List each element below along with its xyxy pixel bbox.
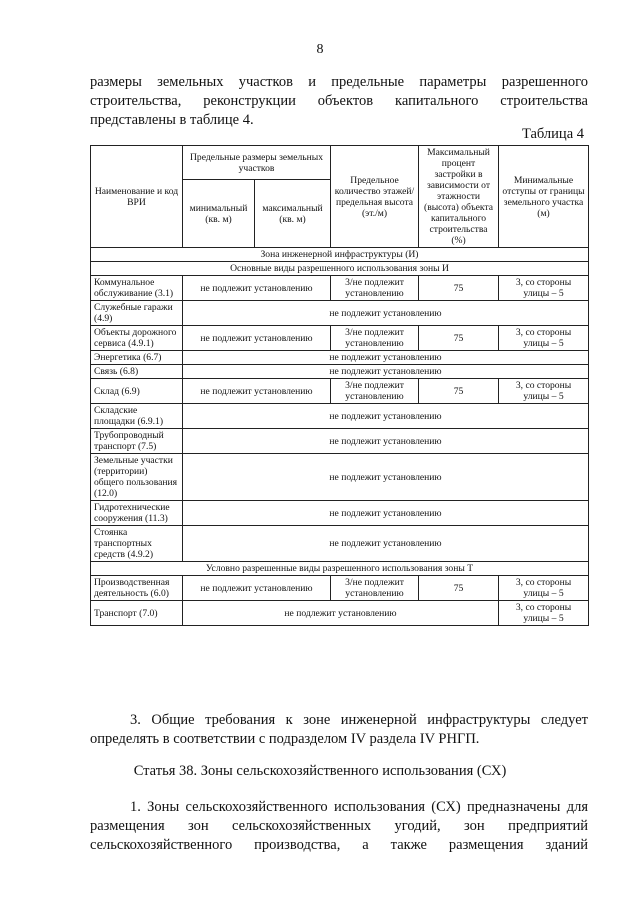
- header-percent: Максимальный процент застройки в зависимости от этажности (высота) объекта капитального строительства (%): [419, 146, 499, 248]
- row-setback-value: 3, со стороны улицы – 5: [499, 276, 589, 301]
- intro-line-3: представлены в таблице 4.: [90, 112, 254, 128]
- row-merged-value: не подлежит установлению: [183, 351, 589, 365]
- table-row: [91, 601, 589, 626]
- table-row: [91, 429, 589, 454]
- intro-line-2: строительства, реконструкции объектов капитального строительства: [90, 93, 588, 109]
- row-setback-value: 3, со стороны улицы – 5: [499, 576, 589, 601]
- table-row: [91, 379, 589, 404]
- table-row: [91, 404, 589, 429]
- row-name: Служебные гаражи (4.9): [91, 301, 183, 326]
- paragraph-4: 1. Зоны сельскохозяйственного использования (СХ) предназначены для размещения зон сельскохозяйственных угодий, зон предприятий сельскохозяйственного производства, а также размещения зданий: [90, 799, 588, 853]
- header-max: максимальный (кв. м): [255, 180, 331, 248]
- row-name: Стоянка транспортных средств (4.9.2): [91, 526, 183, 562]
- row-name: Объекты дорожного сервиса (4.9.1): [91, 326, 183, 351]
- row-merged-value: не подлежит установлению: [183, 404, 589, 429]
- article-title: Статья 38. Зоны сельскохозяйственного использования (СХ): [133, 763, 507, 779]
- main-section-title: Основные виды разрешенного использования зоны И: [91, 262, 589, 276]
- table-row: [91, 351, 589, 365]
- row-size-value: не подлежит установлению: [183, 276, 331, 301]
- table-row: [91, 576, 589, 601]
- row-size-value: не подлежит установлению: [183, 576, 331, 601]
- table-row: [91, 526, 589, 562]
- row-merged-value: не подлежит установлению: [183, 365, 589, 379]
- header-min: минимальный (кв. м): [183, 180, 255, 248]
- row-merged-value: не подлежит установлению: [183, 601, 499, 626]
- table-row: [91, 501, 589, 526]
- row-name: Гидротехнические сооружения (11.3): [91, 501, 183, 526]
- table-row: [91, 301, 589, 326]
- intro-line-1: размеры земельных участков и предельные параметры разрешенного: [90, 74, 588, 90]
- table-caption: Таблица 4: [521, 126, 584, 142]
- row-merged-value: не подлежит установлению: [183, 454, 589, 501]
- row-merged-value: не подлежит установлению: [183, 429, 589, 454]
- table-row: [91, 365, 589, 379]
- row-name: Связь (6.8): [91, 365, 183, 379]
- row-size-value: не подлежит установлению: [183, 326, 331, 351]
- row-name: Складские площадки (6.9.1): [91, 404, 183, 429]
- paragraph-3: 3. Общие требования к зоне инженерной инфраструктуры следует определять в соответствии с подразделом IV раздела IV РНГП.: [90, 712, 588, 747]
- vri-table: [90, 145, 589, 626]
- row-name: Транспорт (7.0): [91, 601, 183, 626]
- row-merged-value: не подлежит установлению: [183, 301, 589, 326]
- row-setback-value: 3, со стороны улицы – 5: [499, 379, 589, 404]
- header-setbacks: Минимальные отступы от границы земельного участка (м): [499, 146, 589, 248]
- header-floors: Предельное количество этажей/ предельная высота (эт./м): [331, 146, 419, 248]
- row-floors-value: 3/не подлежит установлению: [331, 576, 419, 601]
- row-name: Трубопроводный транспорт (7.5): [91, 429, 183, 454]
- table-row: [91, 326, 589, 351]
- row-percent-value: 75: [419, 326, 499, 351]
- zone-title: Зона инженерной инфраструктуры (И): [91, 248, 589, 262]
- table-row: [91, 276, 589, 301]
- header-name: Наименование и код ВРИ: [91, 146, 183, 248]
- row-setback-value: 3, со стороны улицы – 5: [499, 601, 589, 626]
- row-merged-value: не подлежит установлению: [183, 501, 589, 526]
- row-percent-value: 75: [419, 276, 499, 301]
- row-name: Земельные участки (территории) общего пользования (12.0): [91, 454, 183, 501]
- page-number: 8: [316, 42, 324, 57]
- row-floors-value: 3/не подлежит установлению: [331, 379, 419, 404]
- row-name: Энергетика (6.7): [91, 351, 183, 365]
- row-floors-value: 3/не подлежит установлению: [331, 276, 419, 301]
- row-name: Коммунальное обслуживание (3.1): [91, 276, 183, 301]
- row-size-value: не подлежит установлению: [183, 379, 331, 404]
- table-row: [91, 454, 589, 501]
- row-percent-value: 75: [419, 379, 499, 404]
- intro-paragraph: [90, 73, 588, 130]
- conditional-section-title: Условно разрешенные виды разрешенного использования зоны Т: [91, 562, 589, 576]
- row-name: Склад (6.9): [91, 379, 183, 404]
- header-sizes-group: Предельные размеры земельных участков: [183, 146, 331, 180]
- row-merged-value: не подлежит установлению: [183, 526, 589, 562]
- row-floors-value: 3/не подлежит установлению: [331, 326, 419, 351]
- row-setback-value: 3, со стороны улицы – 5: [499, 326, 589, 351]
- row-percent-value: 75: [419, 576, 499, 601]
- row-name: Производственная деятельность (6.0): [91, 576, 183, 601]
